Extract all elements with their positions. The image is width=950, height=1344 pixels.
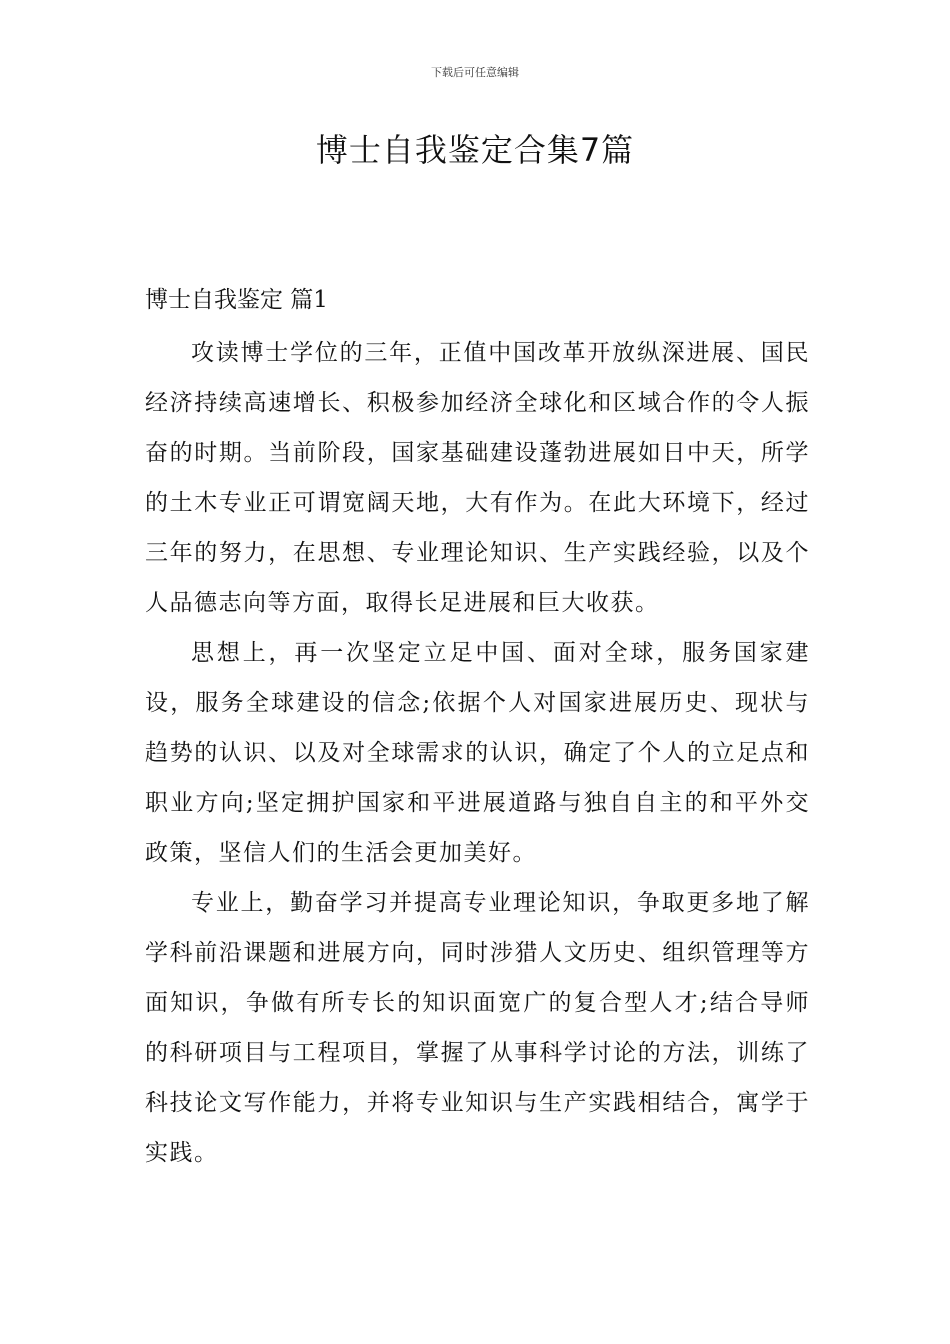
- paragraph-3: 专业上，勤奋学习并提高专业理论知识，争取更多地了解学科前沿课题和进展方向，同时涉猎人文历史、组织管理等方面知识，争做有所专长的知识面宽广的复合型人才;结合导师的科研项目与工程项目，掌握了从事科学讨论的方法，训练了科技论文写作能力，并将专业知识与生产实践相结合，寓学于实践。: [145, 890, 810, 1166]
- paragraph-2: 思想上，再一次坚定立足中国、面对全球，服务国家建设，服务全球建设的信念;依据个人对国家进展历史、现状与趋势的认识、以及对全球需求的认识，确定了个人的立足点和职业方向;坚定拥护国家和平进展道路与独自自主的和平外交政策，坚信人们的生活会更加美好。: [145, 640, 810, 866]
- document-title: 博士自我鉴定合集7篇: [315, 131, 635, 169]
- header-note: 下载后可任意编辑: [431, 66, 519, 79]
- section-heading: 博士自我鉴定 篇1: [145, 287, 328, 313]
- document-body: [145, 280, 810, 1178]
- paragraph-1: 攻读博士学位的三年，正值中国改革开放纵深进展、国民经济持续高速增长、积极参加经济全球化和区域合作的令人振奋的时期。当前阶段，国家基础建设蓬勃进展如日中天，所学的土木专业正可谓宽阔天地，大有作为。在此大环境下，经过三年的努力，在思想、专业理论知识、生产实践经验，以及个人品德志向等方面，取得长足进展和巨大收获。: [145, 340, 810, 616]
